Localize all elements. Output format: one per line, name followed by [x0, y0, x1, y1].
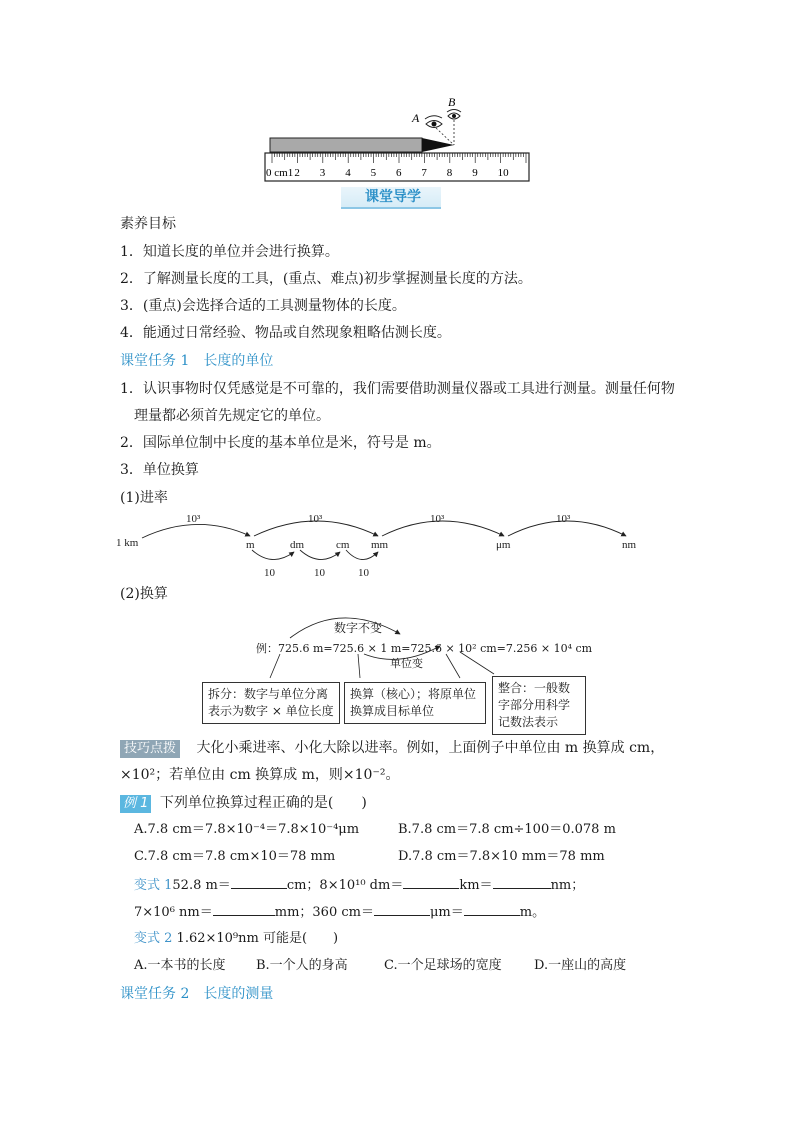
ruler-number: 4 [345, 167, 351, 179]
variant1-text: m。 [519, 905, 546, 920]
unit-mm: mm [371, 539, 389, 551]
conversion-equation: 例：725.6 m=725.6 × 1 m=725.6 × 10² cm=7.256 × 10⁴ cm [256, 642, 593, 655]
answer-blank[interactable] [213, 901, 275, 916]
unit-cm: cm [336, 539, 350, 551]
tip-line2: ×10²；若单位由 cm 换算成 m，则×10⁻²。 [120, 767, 400, 783]
rate-diagram [112, 508, 652, 582]
unit-km: 1 km [116, 537, 139, 549]
variant1-line1 [134, 874, 584, 896]
task1-p3: 3．单位换算 [120, 462, 199, 478]
goal-item: 1．知道长度的单位并会进行换算。 [120, 244, 339, 260]
task1-p1-line2: 理量都必须首先规定它的单位。 [134, 408, 330, 424]
variant1-line2 [134, 901, 545, 923]
variant2-label: 变式 2 [134, 931, 173, 946]
variant2-option-b[interactable]: B.一个人的身高 [256, 958, 348, 973]
variant2-option-d[interactable]: D.一座山的高度 [534, 958, 627, 973]
ruler-number: 8 [446, 167, 453, 179]
eye-b-icon [447, 110, 461, 120]
pencil-body [270, 138, 422, 152]
ruler-number: 2 [294, 167, 300, 179]
eye-b-label: B [448, 95, 456, 109]
task1-sub2: (2)换算 [120, 586, 168, 602]
bottom-factor: 10 [314, 567, 325, 579]
answer-blank[interactable] [493, 874, 551, 889]
ruler-number: 3 [319, 167, 326, 179]
top-factor: 10³ [308, 513, 323, 525]
answer-blank[interactable] [464, 901, 520, 916]
variant1-label: 变式 1 [134, 878, 173, 893]
eye-a-label: A [412, 111, 420, 125]
example1-option-a[interactable]: A.7.8 cm＝7.8×10⁻⁴＝7.8×10⁻⁴μm [134, 822, 360, 837]
ruler-number: 10 [497, 167, 509, 179]
ruler-number: 7 [421, 167, 427, 179]
tip-tag: 技巧点拨 [120, 740, 180, 758]
bottom-factor: 10 [358, 567, 369, 579]
section-header [341, 187, 441, 209]
variant1-text: cm；8×10¹⁰ dm＝ [286, 878, 404, 893]
example1-option-d[interactable]: D.7.8 cm＝7.8×10 mm＝78 mm [398, 849, 605, 864]
variant1-text: 52.8 m＝ [172, 878, 231, 893]
variant1-text: mm；360 cm＝ [274, 905, 374, 920]
unit-dm: dm [290, 539, 305, 551]
tip-text1: 大化小乘进率、小化大除以进率。例如，上面例子中单位由 m 换算成 cm， [196, 740, 665, 756]
variant2-line [134, 929, 338, 949]
ruler-number: 9 [472, 167, 478, 179]
goal-item: 3．(重点)会选择合适的工具测量物体的长度。 [120, 298, 406, 314]
top-factor: 10³ [186, 513, 201, 525]
example1-option-b[interactable]: B.7.8 cm＝7.8 cm÷100＝0.078 m [398, 822, 616, 837]
convert-box: 换算（核心）；将原单位换算成目标单位 [344, 682, 486, 724]
example1-tag: 例 1 [120, 795, 151, 813]
goals-title: 素养目标 [120, 216, 176, 232]
goal-item: 4．能通过日常经验、物品或自然现象粗略估测长度。 [120, 325, 451, 341]
variant2-question: 1.62×10⁹nm 可能是( ) [176, 931, 339, 946]
example1-question: 下列单位换算过程正确的是( ) [159, 795, 367, 811]
answer-blank[interactable] [374, 901, 430, 916]
split-box: 拆分：数字与单位分离表示为数字 × 单位长度 [202, 682, 340, 724]
answer-blank[interactable] [231, 874, 287, 889]
integrate-box: 整合：一般数字部分用科学记数法表示 [492, 676, 586, 735]
conversion-mid-label: 单位变 [390, 657, 423, 670]
unit-m: m [246, 539, 255, 551]
ruler-number: 6 [396, 167, 402, 179]
answer-blank[interactable] [403, 874, 459, 889]
variant2-option-a[interactable]: A.一本书的长度 [134, 958, 226, 973]
variant1-text: 7×10⁶ nm＝ [134, 905, 213, 920]
unit-nm: nm [622, 539, 637, 551]
unit-um: μm [496, 539, 511, 551]
ruler-number: 0 cm1 [266, 167, 294, 179]
tip-line1 [120, 738, 664, 758]
variant1-text: nm； [550, 878, 585, 893]
ruler-figure [262, 92, 534, 184]
task1-title: 课堂任务 1 长度的单位 [120, 353, 274, 369]
goal-item: 2．了解测量长度的工具，(重点、难点)初步掌握测量长度的方法。 [120, 271, 532, 287]
task1-p2: 2．国际单位制中长度的基本单位是米，符号是 m。 [120, 435, 441, 451]
task1-sub1: (1)进率 [120, 490, 168, 506]
example1-question-row [120, 793, 367, 813]
conversion-top-label: 数字不变 [334, 621, 383, 635]
ruler-number: 5 [370, 167, 377, 179]
example1-option-c[interactable]: C.7.8 cm＝7.8 cm×10＝78 mm [134, 849, 336, 864]
variant2-option-c[interactable]: C.一个足球场的宽度 [384, 958, 502, 973]
top-factor: 10³ [430, 513, 445, 525]
variant1-text: μm＝ [429, 905, 464, 920]
eye-a-icon [425, 116, 442, 128]
section-header-label: 课堂导学 [365, 189, 421, 205]
task2-title: 课堂任务 2 长度的测量 [120, 986, 274, 1002]
bottom-factor: 10 [264, 567, 275, 579]
task1-p1-line1: 1．认识事物时仅凭感觉是不可靠的，我们需要借助测量仪器或工具进行测量。测量任何物 [120, 381, 675, 397]
top-factor: 10³ [556, 513, 571, 525]
variant1-text: km＝ [459, 878, 493, 893]
